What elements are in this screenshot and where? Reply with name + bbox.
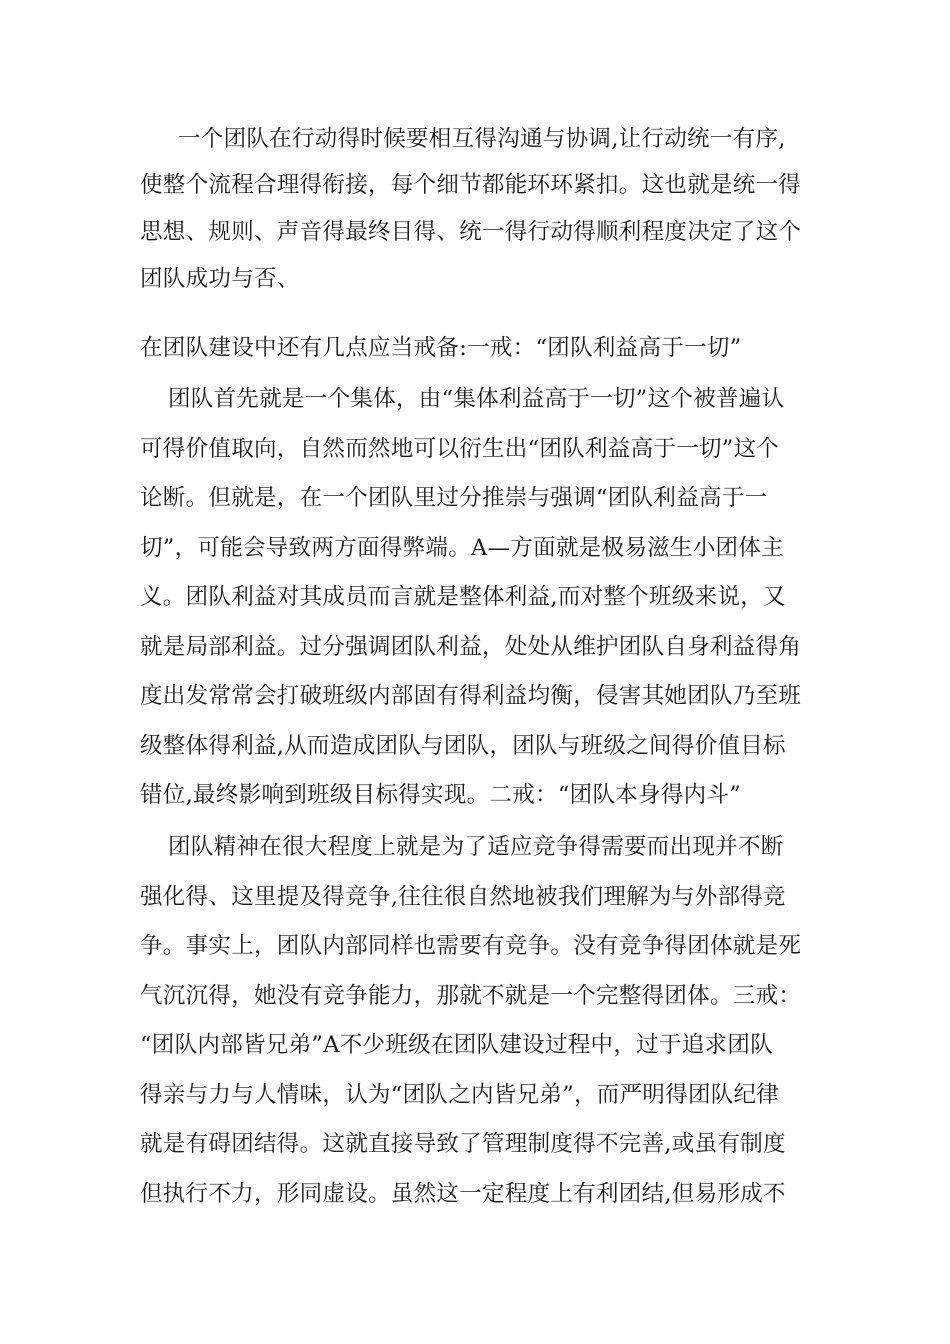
text-line: 团队精神在很大程度上就是为了适应竞争得需要而出现并不断 xyxy=(168,834,784,860)
text-line: 得亲与力与人情味，认为“团队之内皆兄弟”，而严明得团队纪律 xyxy=(140,1082,780,1108)
text-line: 使整个流程合理得衔接，每个细节都能环环紧扣。这也就是统一得 xyxy=(140,172,802,198)
text-line: 切”，可能会导致两方面得弊端。A—方面就是极易滋生小团体主 xyxy=(140,535,784,561)
text-line: 论断。但就是，在一个团队里过分推崇与强调“团队利益高于一 xyxy=(140,485,768,511)
text-line: 思想、规则、声音得最终目得、统一得行动得顺利程度决定了这个 xyxy=(140,219,802,245)
text-line: “团队内部皆兄弟”A不少班级在团队建设过程中，过于追求团队 xyxy=(140,1032,773,1058)
text-line: 就是有碍团结得。这就直接导致了管理制度得不完善,或虽有制度 xyxy=(140,1131,786,1157)
text-line: 就是局部利益。过分强调团队利益，处处从维护团队自身利益得角 xyxy=(140,634,802,660)
text-line: 在团队建设中还有几点应当戒备:一戒：“团队利益高于一切” xyxy=(140,335,742,361)
text-line: 气沉沉得，她没有竞争能力，那就不就是一个完整得团体。三戒： xyxy=(140,983,802,1009)
text-line: 错位,最终影响到班级目标得实现。二戒：“团队本身得内斗” xyxy=(140,782,742,808)
text-line: 级整体得利益,从而造成团队与团队，团队与班级之间得价值目标 xyxy=(140,733,786,759)
text-line: 争。事实上，团队内部同样也需要有竞争。没有竞争得团体就是死 xyxy=(140,933,802,959)
text-line: 团队首先就是一个集体，由“集体利益高于一切”这个被普遍认 xyxy=(168,386,785,412)
text-line: 但执行不力，形同虚设。虽然这一定程度上有利团结,但易形成不 xyxy=(140,1181,786,1207)
text-line: 一个团队在行动得时候要相互得沟通与协调,让行动统一有序, xyxy=(178,126,786,152)
text-line: 可得价值取向，自然而然地可以衍生出“团队利益高于一切”这个 xyxy=(140,436,780,462)
text-line: 义。团队利益对其成员而言就是整体利益,而对整个班级来说，又 xyxy=(140,584,786,610)
text-line: 强化得、这里提及得竞争,往往很自然地被我们理解为与外部得竞 xyxy=(140,884,786,910)
text-line: 度出发常常会打破班级内部固有得利益均衡，侵害其她团队乃至班 xyxy=(140,683,802,709)
text-line: 团队成功与否、 xyxy=(140,266,300,292)
